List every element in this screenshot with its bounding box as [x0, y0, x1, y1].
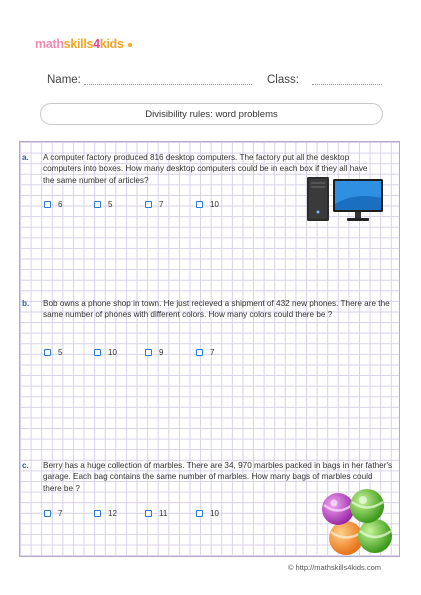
option-a-3[interactable]	[145, 200, 196, 209]
problem-letter: b.	[22, 299, 30, 308]
options-b	[44, 348, 214, 357]
footer-url[interactable]: © http://mathskills4kids.com	[287, 563, 381, 572]
logo-part-math: math	[35, 37, 64, 51]
option-c-2[interactable]	[94, 509, 145, 518]
option-b-4[interactable]	[196, 348, 214, 357]
class-field[interactable]	[312, 84, 382, 85]
logo-part-4: 4	[93, 37, 100, 51]
option-label: 5	[108, 200, 113, 209]
option-label: 9	[159, 348, 164, 357]
class-label: Class:	[267, 74, 299, 86]
options-c	[44, 509, 219, 518]
option-label: 12	[108, 509, 117, 518]
option-b-3[interactable]	[145, 348, 196, 357]
logo-part-skills: skills	[63, 37, 94, 51]
logo-sparkle-icon	[125, 40, 135, 50]
option-a-2[interactable]	[94, 200, 145, 209]
problem-text: Bob owns a phone shop in town. He just recieved a shipment of 432 new phones. There are the same number of phones with different colors. How many colors could there be ?	[43, 299, 390, 320]
options-a	[44, 200, 219, 209]
checkbox-icon[interactable]	[196, 201, 203, 208]
checkbox-icon[interactable]	[44, 510, 51, 517]
option-label: 11	[159, 509, 168, 518]
option-label: 10	[210, 509, 219, 518]
checkbox-icon[interactable]	[196, 349, 203, 356]
checkbox-icon[interactable]	[94, 510, 101, 517]
checkbox-icon[interactable]	[94, 349, 101, 356]
option-c-1[interactable]	[44, 509, 94, 518]
option-label: 6	[58, 200, 63, 209]
option-b-2[interactable]	[94, 348, 145, 357]
logo-part-kids: kids	[99, 37, 124, 51]
problem-letter: c.	[22, 461, 29, 470]
option-label: 7	[159, 200, 164, 209]
checkbox-icon[interactable]	[44, 201, 51, 208]
option-c-4[interactable]	[196, 509, 219, 518]
checkbox-icon[interactable]	[145, 510, 152, 517]
option-label: 7	[58, 509, 63, 518]
checkbox-icon[interactable]	[44, 349, 51, 356]
option-c-3[interactable]	[145, 509, 196, 518]
option-label: 10	[108, 348, 117, 357]
checkbox-icon[interactable]	[196, 510, 203, 517]
option-label: 5	[58, 348, 63, 357]
problem-text: A computer factory produced 816 desktop computers. The factory put all the desktop computers into boxes. How many desktop computers could be in each box if they all have the same number of articles?	[43, 153, 368, 185]
worksheet-title: Divisibility rules: word problems	[40, 103, 383, 125]
site-logo	[35, 36, 136, 52]
problem-text: Berry has a huge collection of marbles. There are 34, 970 marbles packed in bags in her father's garage. Each bag contains the same number of marbles. How many bags of marbles could there be ?	[43, 461, 393, 493]
marbles-icon	[318, 485, 396, 557]
name-label: Name:	[47, 74, 81, 86]
checkbox-icon[interactable]	[145, 349, 152, 356]
option-label: 10	[210, 200, 219, 209]
checkbox-icon[interactable]	[94, 201, 101, 208]
name-field[interactable]	[84, 84, 252, 85]
problem-letter: a.	[22, 153, 29, 162]
option-label: 7	[210, 348, 215, 357]
option-b-1[interactable]	[44, 348, 94, 357]
option-a-1[interactable]	[44, 200, 94, 209]
desktop-computer-icon	[305, 174, 385, 224]
option-a-4[interactable]	[196, 200, 219, 209]
checkbox-icon[interactable]	[145, 201, 152, 208]
